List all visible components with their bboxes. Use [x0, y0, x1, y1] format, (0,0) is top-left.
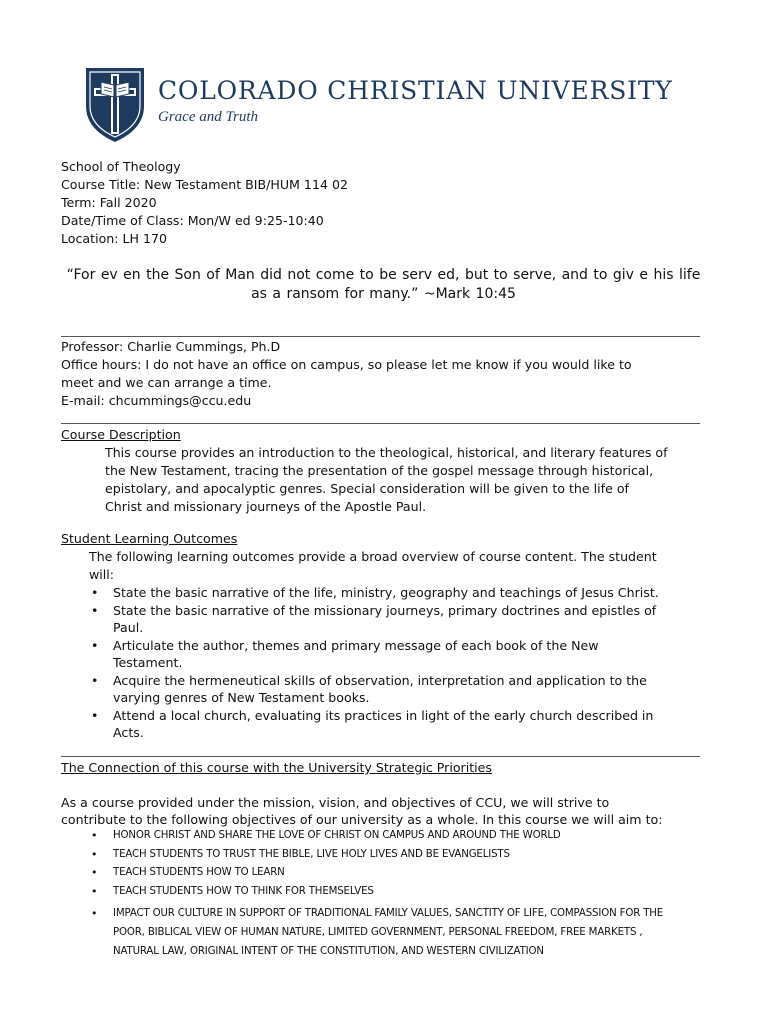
bullet-icon: •	[91, 602, 99, 618]
bullet-icon: •	[91, 829, 98, 842]
course-title: Course Title: New Testament BIB/HUM 114 02	[61, 177, 348, 192]
list-item	[89, 707, 659, 742]
quote-line: as a ransom for many.” ~Mark 10:45	[251, 286, 516, 302]
priorities-intro-continued: contribute to the following objectives of our university as a whole. In this course we will aim to:	[61, 812, 663, 827]
bullet-icon: •	[91, 884, 98, 898]
bullet-icon: •	[91, 672, 99, 688]
list-item-text: POOR, BIBLICAL VIEW OF HUMAN NATURE, LIMITED GOVERNMENT, PERSONAL FREEDOM, FREE MARKETS ,	[113, 926, 643, 938]
priorities-list	[89, 827, 663, 961]
course-description-line: the New Testament, tracing the presentation of the gospel message through historical,	[105, 463, 654, 478]
course-description-line: Christ and missionary journeys of the Apostle Paul.	[105, 499, 427, 514]
list-item	[89, 864, 663, 883]
learning-outcomes-list	[89, 584, 659, 742]
professor-email: E-mail: chcummings@ccu.edu	[61, 393, 252, 408]
divider	[61, 336, 700, 337]
list-item-text: TEACH STUDENTS HOW TO LEARN	[113, 867, 285, 879]
school-name: School of Theology	[61, 159, 181, 174]
bullet-icon: •	[91, 585, 99, 600]
university-tagline: Grace and Truth	[158, 109, 259, 125]
divider	[61, 423, 700, 424]
class-date-time: Date/Time of Class: Mon/W ed 9:25-10:40	[61, 213, 324, 228]
learning-outcomes-intro-continued: will:	[89, 567, 115, 582]
list-item-text: HONOR CHRIST AND SHARE THE LOVE OF CHRIST ON CAMPUS AND AROUND THE WORLD	[113, 830, 561, 841]
list-item-text: TEACH STUDENTS TO TRUST THE BIBLE, LIVE HOLY LIVES AND BE EVANGELISTS	[113, 848, 510, 860]
list-item-text: TEACH STUDENTS HOW TO THINK FOR THEMSELVES	[113, 885, 374, 897]
course-description-line: This course provides an introduction to the theological, historical, and literary features of	[105, 445, 668, 460]
list-item-text: Articulate the author, themes and primary message of each book of the New	[113, 637, 599, 653]
bullet-icon: •	[91, 637, 99, 653]
list-item-text: Acts.	[113, 725, 144, 740]
list-item-text: Testament.	[113, 655, 183, 670]
divider	[61, 756, 700, 757]
list-item-text: IMPACT OUR CULTURE IN SUPPORT OF TRADITIONAL FAMILY VALUES, SANCTITY OF LIFE, COMPASSION FOR THE	[113, 908, 664, 920]
list-item	[89, 883, 663, 902]
list-item-text: varying genres of New Testament books.	[113, 690, 370, 705]
course-term: Term: Fall 2020	[61, 195, 157, 210]
list-item	[89, 905, 663, 961]
bullet-icon: •	[91, 907, 98, 921]
list-item	[89, 584, 659, 602]
list-item-text: Acquire the hermeneutical skills of observation, interpretation and application to the	[113, 672, 647, 688]
office-hours-continued: meet and we can arrange a time.	[61, 375, 272, 390]
priorities-intro: As a course provided under the mission, vision, and objectives of CCU, we will strive to	[61, 795, 610, 810]
bullet-icon: •	[91, 707, 99, 723]
scripture-quote	[61, 266, 706, 304]
list-item	[89, 602, 659, 637]
professor-name: Professor: Charlie Cummings, Ph.D	[61, 339, 281, 354]
bullet-icon: •	[91, 866, 98, 880]
learning-outcomes-intro: The following learning outcomes provide a broad overview of course content. The student	[89, 549, 657, 564]
class-location: Location: LH 170	[61, 231, 168, 246]
course-description-line: epistolary, and apocalyptic genres. Special consideration will be given to the life of	[105, 481, 629, 496]
list-item	[89, 672, 659, 707]
list-item-text: State the basic narrative of the missionary journeys, primary doctrines and epistles of	[113, 602, 657, 618]
course-description-heading: Course Description	[61, 427, 181, 442]
list-item-text: Attend a local church, evaluating its practices in light of the early church described in	[113, 707, 654, 723]
list-item	[89, 827, 663, 846]
list-item	[89, 637, 659, 672]
university-header	[84, 66, 684, 146]
list-item-text: State the basic narrative of the life, ministry, geography and teachings of Jesus Christ.	[113, 585, 659, 600]
list-item	[89, 846, 663, 865]
office-hours: Office hours: I do not have an office on campus, so please let me know if you would like to	[61, 357, 632, 372]
list-item-text: NATURAL LAW, ORIGINAL INTENT OF THE CONSTITUTION, AND WESTERN CIVILIZATION	[113, 945, 544, 957]
priorities-heading: The Connection of this course with the University Strategic Priorities	[61, 760, 492, 775]
list-item-text: Paul.	[113, 620, 144, 635]
learning-outcomes-heading: Student Learning Outcomes	[61, 531, 238, 546]
university-shield-logo-icon	[84, 66, 146, 144]
university-name: COLORADO CHRISTIAN UNIVERSITY	[158, 76, 673, 105]
quote-line: “For ev en the Son of Man did not come to be serv ed, but to serve, and to giv e his life	[66, 267, 701, 283]
bullet-icon: •	[91, 847, 98, 861]
